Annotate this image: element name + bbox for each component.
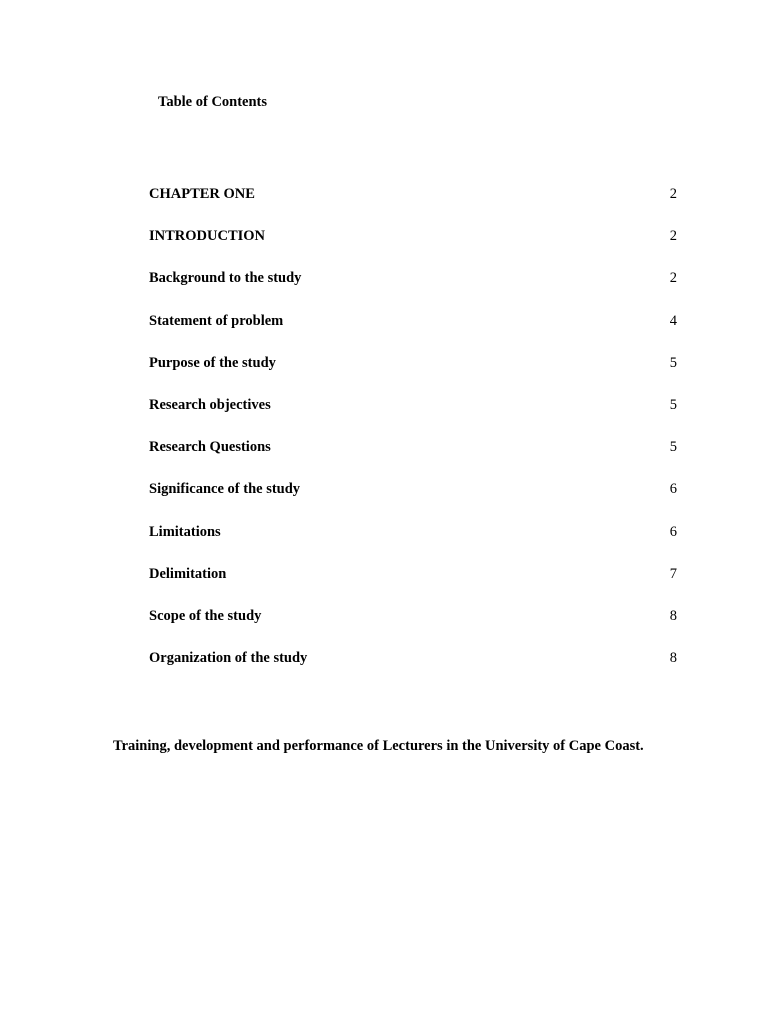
toc-entry-title: Organization of the study	[149, 650, 308, 667]
toc-entry-background	[149, 268, 679, 310]
toc-entry-page-number: 2	[669, 186, 677, 202]
toc-entry-title: CHAPTER ONE	[149, 186, 255, 202]
toc-entry-title: INTRODUCTION	[149, 228, 266, 245]
toc-entry-page-number: 6	[669, 523, 677, 540]
toc-entry-page-number: 4	[669, 312, 677, 329]
toc-entry-scope	[149, 606, 679, 648]
toc-entry-purpose	[149, 353, 679, 395]
toc-entry-title: Statement of problem	[149, 312, 284, 329]
toc-entry-page-number: 8	[669, 607, 677, 624]
toc-entry-page-number: 2	[669, 270, 677, 287]
toc-entry-title: Purpose of the study	[149, 354, 276, 371]
toc-entry-title: Limitations	[149, 523, 221, 540]
toc-entry-significance	[149, 479, 679, 521]
toc-entry-delimitation	[149, 564, 679, 606]
toc-entry-statement-of-problem	[149, 311, 679, 353]
toc-entry-research-questions	[149, 437, 679, 479]
toc-list	[149, 184, 679, 690]
toc-entry-page-number: 6	[669, 481, 677, 498]
toc-entry-organization	[149, 648, 679, 690]
toc-entry-title: Scope of the study	[149, 607, 262, 624]
toc-entry-page-number: 8	[669, 650, 677, 667]
toc-entry-page-number: 5	[669, 396, 677, 413]
toc-heading: Table of Contents	[158, 94, 268, 110]
toc-entry-page-number: 5	[669, 439, 677, 456]
toc-entry-page-number: 7	[669, 565, 677, 582]
toc-entry-title: Research objectives	[149, 396, 271, 413]
toc-entry-title: Background to the study	[149, 270, 302, 287]
document-title: Training, development and performance of Lecturers in the University of Cape Coast.	[113, 738, 644, 754]
toc-entry-title: Delimitation	[149, 565, 227, 582]
toc-entry-introduction	[149, 226, 679, 268]
toc-entry-chapter-one	[149, 184, 679, 226]
toc-entry-page-number: 2	[669, 228, 677, 245]
toc-entry-title: Research Questions	[149, 439, 271, 456]
toc-entry-title: Significance of the study	[149, 481, 301, 498]
toc-entry-page-number: 5	[669, 354, 677, 371]
toc-entry-research-objectives	[149, 395, 679, 437]
toc-entry-limitations	[149, 522, 679, 564]
